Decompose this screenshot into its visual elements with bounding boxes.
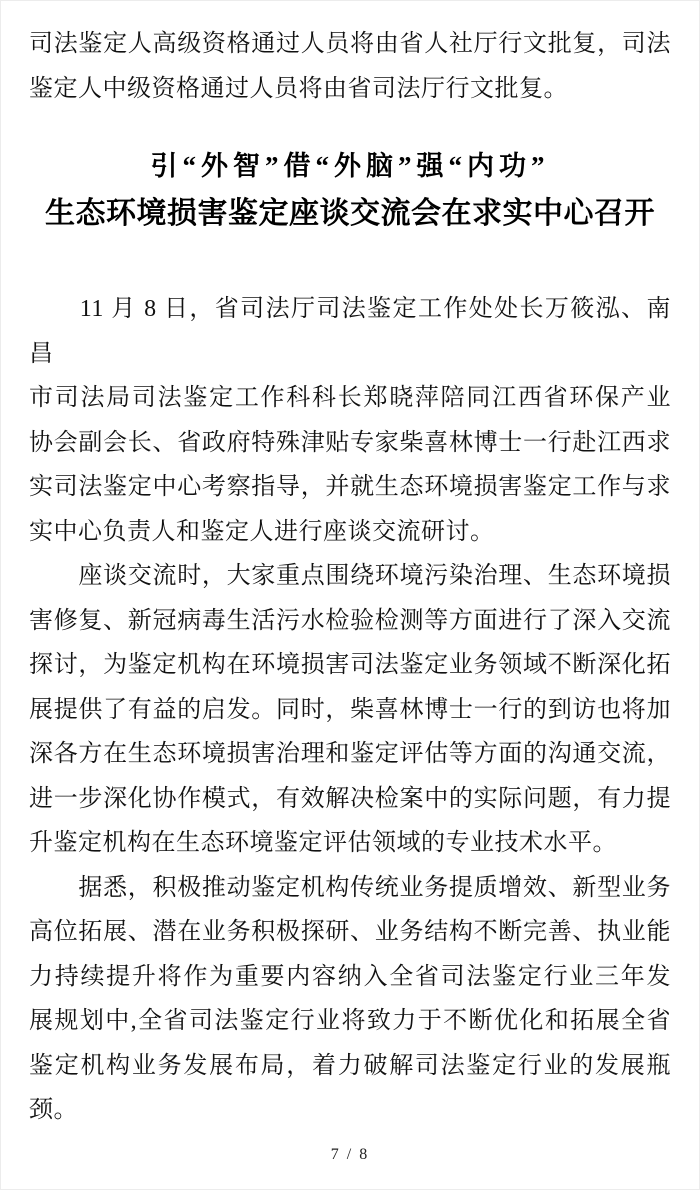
text-line: 据悉，积极推动鉴定机构传统业务提质增效、新型业务 (29, 874, 671, 901)
text-line: 市司法局司法鉴定工作科科长郑晓萍陪同江西省环保产业 (29, 385, 671, 411)
intro-paragraph (29, 22, 671, 111)
article-title-line1: 引“外智”借“外脑”强“内功” (150, 151, 550, 181)
text-line: 11 月 8 日，省司法厅司法鉴定工作处处长万筱泓、南昌 (29, 296, 671, 367)
text-line: 害修复、新冠病毒生活污水检验检测等方面进行了深入交流 (29, 607, 671, 634)
text-line: 实中心负责人和鉴定人进行座谈交流研讨。 (29, 518, 495, 545)
text-line: 颈。 (29, 1097, 78, 1123)
text-line: 实司法鉴定中心考察指导，并就生态环境损害鉴定工作与求 (29, 474, 671, 500)
text-line: 座谈交流时，大家重点围绕环境污染治理、生态环境损 (29, 563, 671, 589)
text-line: 进一步深化协作模式，有效解决检案中的实际问题，有力提 (29, 785, 671, 812)
article-title-line2: 生态环境损害鉴定座谈交流会在求实中心召开 (45, 197, 655, 230)
text-line: 高位拓展、潜在业务积极探研、业务结构不断完善、执业能 (29, 919, 671, 945)
text-line: 协会副会长、省政府特殊津贴专家柴喜林博士一行赴江西求 (29, 429, 671, 456)
text-line: 探讨，为鉴定机构在环境损害司法鉴定业务领域不断深化拓 (29, 652, 671, 678)
text-line: 司法鉴定人高级资格通过人员将由省人社厅行文批复，司法 (29, 31, 671, 57)
paragraph (29, 866, 671, 1133)
text-line: 展提供了有益的启发。同时，柴喜林博士一行的到访也将加 (29, 696, 671, 723)
text-line: 升鉴定机构在生态环境鉴定评估领域的专业技术水平。 (29, 830, 617, 856)
text-line: 鉴定人中级资格通过人员将由省司法厅行文批复。 (29, 75, 568, 102)
text-line: 深各方在生态环境损害治理和鉴定评估等方面的沟通交流， (29, 741, 671, 767)
text-line: 鉴定机构业务发展布局，着力破解司法鉴定行业的发展瓶 (29, 1052, 671, 1079)
paragraph (29, 287, 671, 554)
text-line: 展规划中,全省司法鉴定行业将致力于不断优化和拓展全省 (29, 1008, 671, 1034)
article-body (29, 287, 671, 1133)
page-number: 7 / 8 (330, 1146, 370, 1163)
text-line: 力持续提升将作为重要内容纳入全省司法鉴定行业三年发 (29, 963, 671, 990)
paragraph (29, 554, 671, 866)
